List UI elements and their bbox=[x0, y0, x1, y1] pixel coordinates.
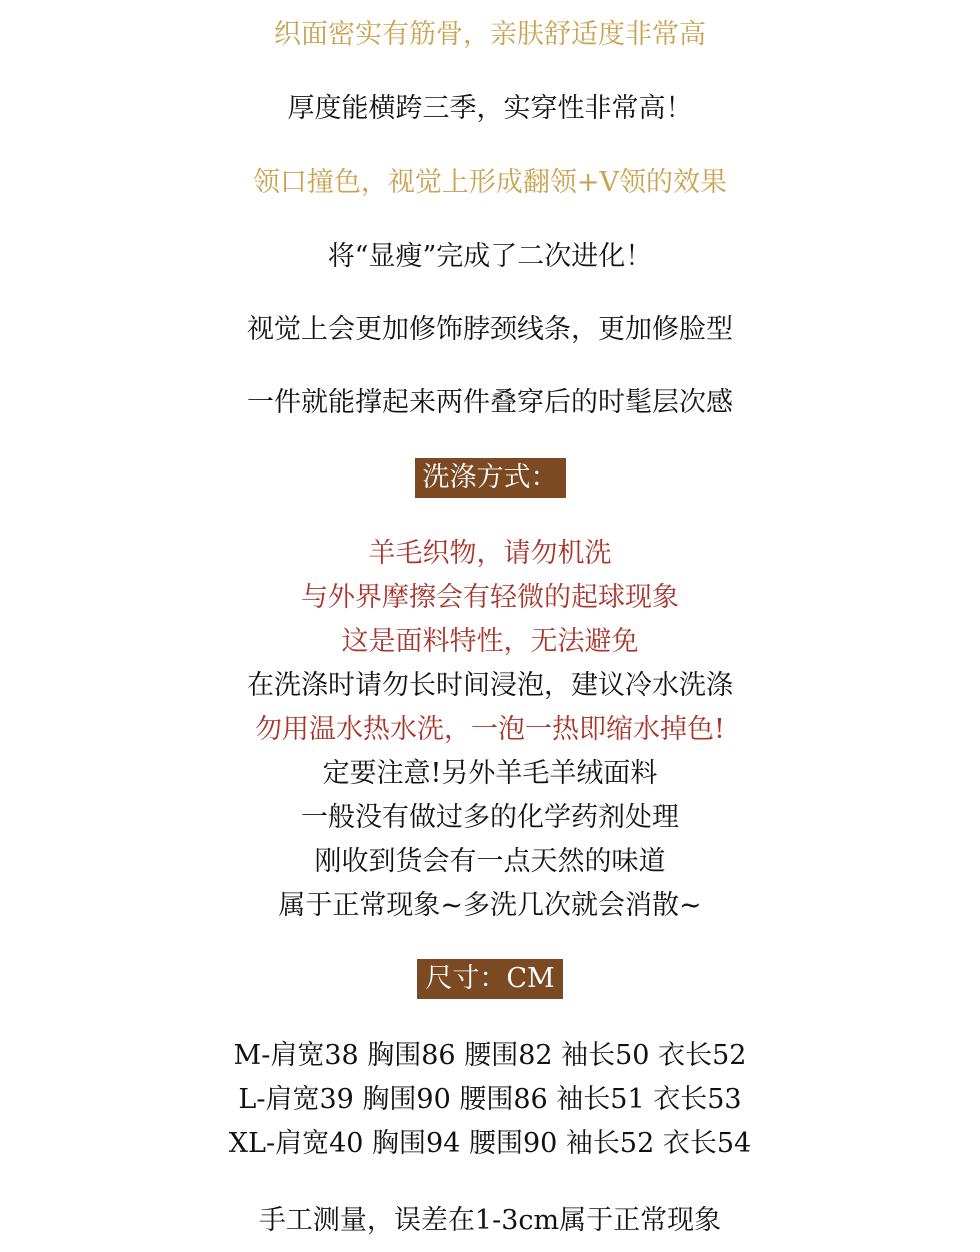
size-heading-row bbox=[0, 959, 980, 999]
wash-line: 勿用温水热水洗，一泡一热即缩水掉色! bbox=[255, 714, 725, 745]
size-row: M-肩宽38 胸围86 腰围82 袖长50 衣长52 bbox=[233, 1040, 747, 1071]
intro-line: 一件就能撑起来两件叠穿后的时髦层次感 bbox=[247, 387, 733, 418]
wash-line: 与外界摩擦会有轻微的起球现象 bbox=[301, 582, 679, 613]
size-row: XL-肩宽40 胸围94 腰围90 袖长52 衣长54 bbox=[228, 1128, 752, 1159]
wash-line: 这是面料特性，无法避免 bbox=[341, 626, 639, 657]
intro-line: 厚度能横跨三季，实穿性非常高！ bbox=[287, 93, 693, 124]
wash-heading: 洗涤方式： bbox=[415, 458, 566, 498]
size-heading: 尺寸：CM bbox=[417, 959, 562, 999]
wash-line: 在洗涤时请勿长时间浸泡，建议冷水洗涤 bbox=[247, 670, 733, 701]
wash-line: 羊毛织物，请勿机洗 bbox=[368, 538, 612, 569]
wash-line: 刚收到货会有一点天然的味道 bbox=[314, 846, 666, 877]
wash-heading-row bbox=[0, 458, 980, 498]
intro-line: 视觉上会更加修饰脖颈线条，更加修脸型 bbox=[247, 314, 733, 345]
intro-line: 领口撞色，视觉上形成翻领+V领的效果 bbox=[252, 167, 728, 198]
intro-line: 将“显瘦”完成了二次进化！ bbox=[327, 241, 653, 272]
wash-line: 一般没有做过多的化学药剂处理 bbox=[301, 802, 679, 833]
wash-line: 定要注意!另外羊毛羊绒面料 bbox=[322, 758, 658, 789]
size-note: 手工测量，误差在1-3cm属于正常现象 bbox=[258, 1205, 722, 1236]
size-row: L-肩宽39 胸围90 腰围86 袖长51 衣长53 bbox=[238, 1084, 742, 1115]
intro-line: 织面密实有筋骨，亲肤舒适度非常高 bbox=[274, 19, 706, 50]
wash-line: 属于正常现象~多洗几次就会消散~ bbox=[278, 890, 702, 921]
